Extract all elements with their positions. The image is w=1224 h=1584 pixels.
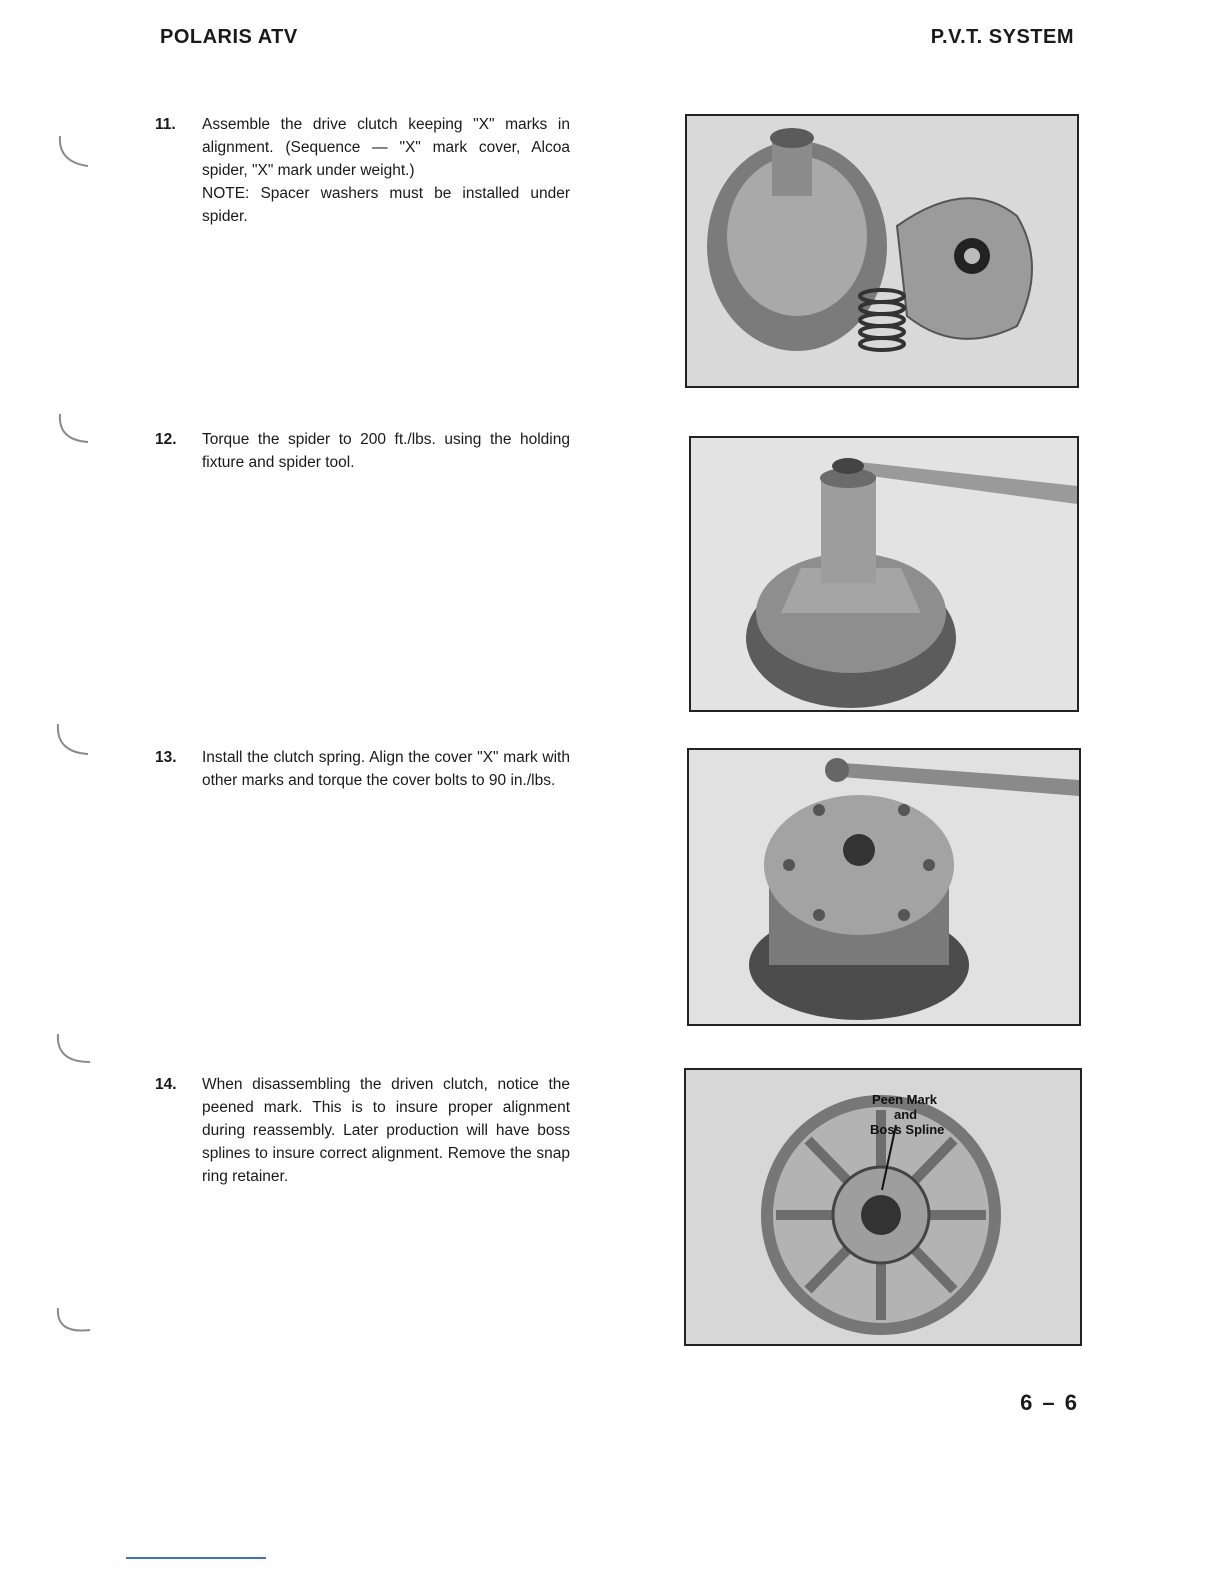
callout-line: and bbox=[894, 1107, 918, 1122]
step-text: Torque the spider to 200 ft./lbs. using the holding fixture and spider tool. bbox=[202, 431, 570, 471]
page-number: 6 – 6 bbox=[1020, 1390, 1079, 1415]
photo-drive-clutch-assembly bbox=[685, 114, 1079, 388]
step-12 bbox=[155, 428, 570, 474]
callout-line: Peen Mark bbox=[872, 1092, 938, 1107]
callout-line: Boss Spline bbox=[870, 1122, 945, 1137]
header-left-title: POLARIS ATV bbox=[160, 26, 298, 48]
step-number: 14. bbox=[155, 1076, 177, 1093]
binder-hole-mark bbox=[50, 1030, 92, 1072]
binder-hole-mark bbox=[50, 720, 92, 762]
binder-hole-mark bbox=[50, 1300, 92, 1342]
step-11 bbox=[155, 113, 570, 228]
step-number: 11. bbox=[155, 116, 176, 133]
step-note: NOTE: Spacer washers must be installed under spider. bbox=[202, 185, 570, 225]
photo-install-cover bbox=[687, 748, 1081, 1026]
step-text: When disassembling the driven clutch, notice the peened mark. This is to insure proper alignment during reassembly. Later production will have boss splines to insure correct alignment. Remove the snap ring retainer. bbox=[202, 1076, 570, 1185]
photo-callout-label bbox=[872, 1092, 944, 1137]
photo-torque-spider bbox=[689, 436, 1079, 712]
header-right-title: P.V.T. SYSTEM bbox=[930, 26, 1074, 48]
step-13 bbox=[155, 746, 570, 792]
binder-hole-mark bbox=[50, 130, 92, 172]
step-number: 13. bbox=[155, 749, 177, 766]
step-text: Assemble the drive clutch keeping "X" marks in alignment. (Sequence — "X" mark cover, Alcoa spider, "X" mark under weight.) bbox=[202, 116, 570, 179]
bottom-rule bbox=[126, 1557, 266, 1559]
step-14 bbox=[155, 1073, 570, 1188]
binder-hole-mark bbox=[50, 410, 92, 452]
step-text: Install the clutch spring. Align the cover "X" mark with other marks and torque the cover bolts to 90 in./lbs. bbox=[202, 749, 570, 789]
step-number: 12. bbox=[155, 431, 177, 448]
